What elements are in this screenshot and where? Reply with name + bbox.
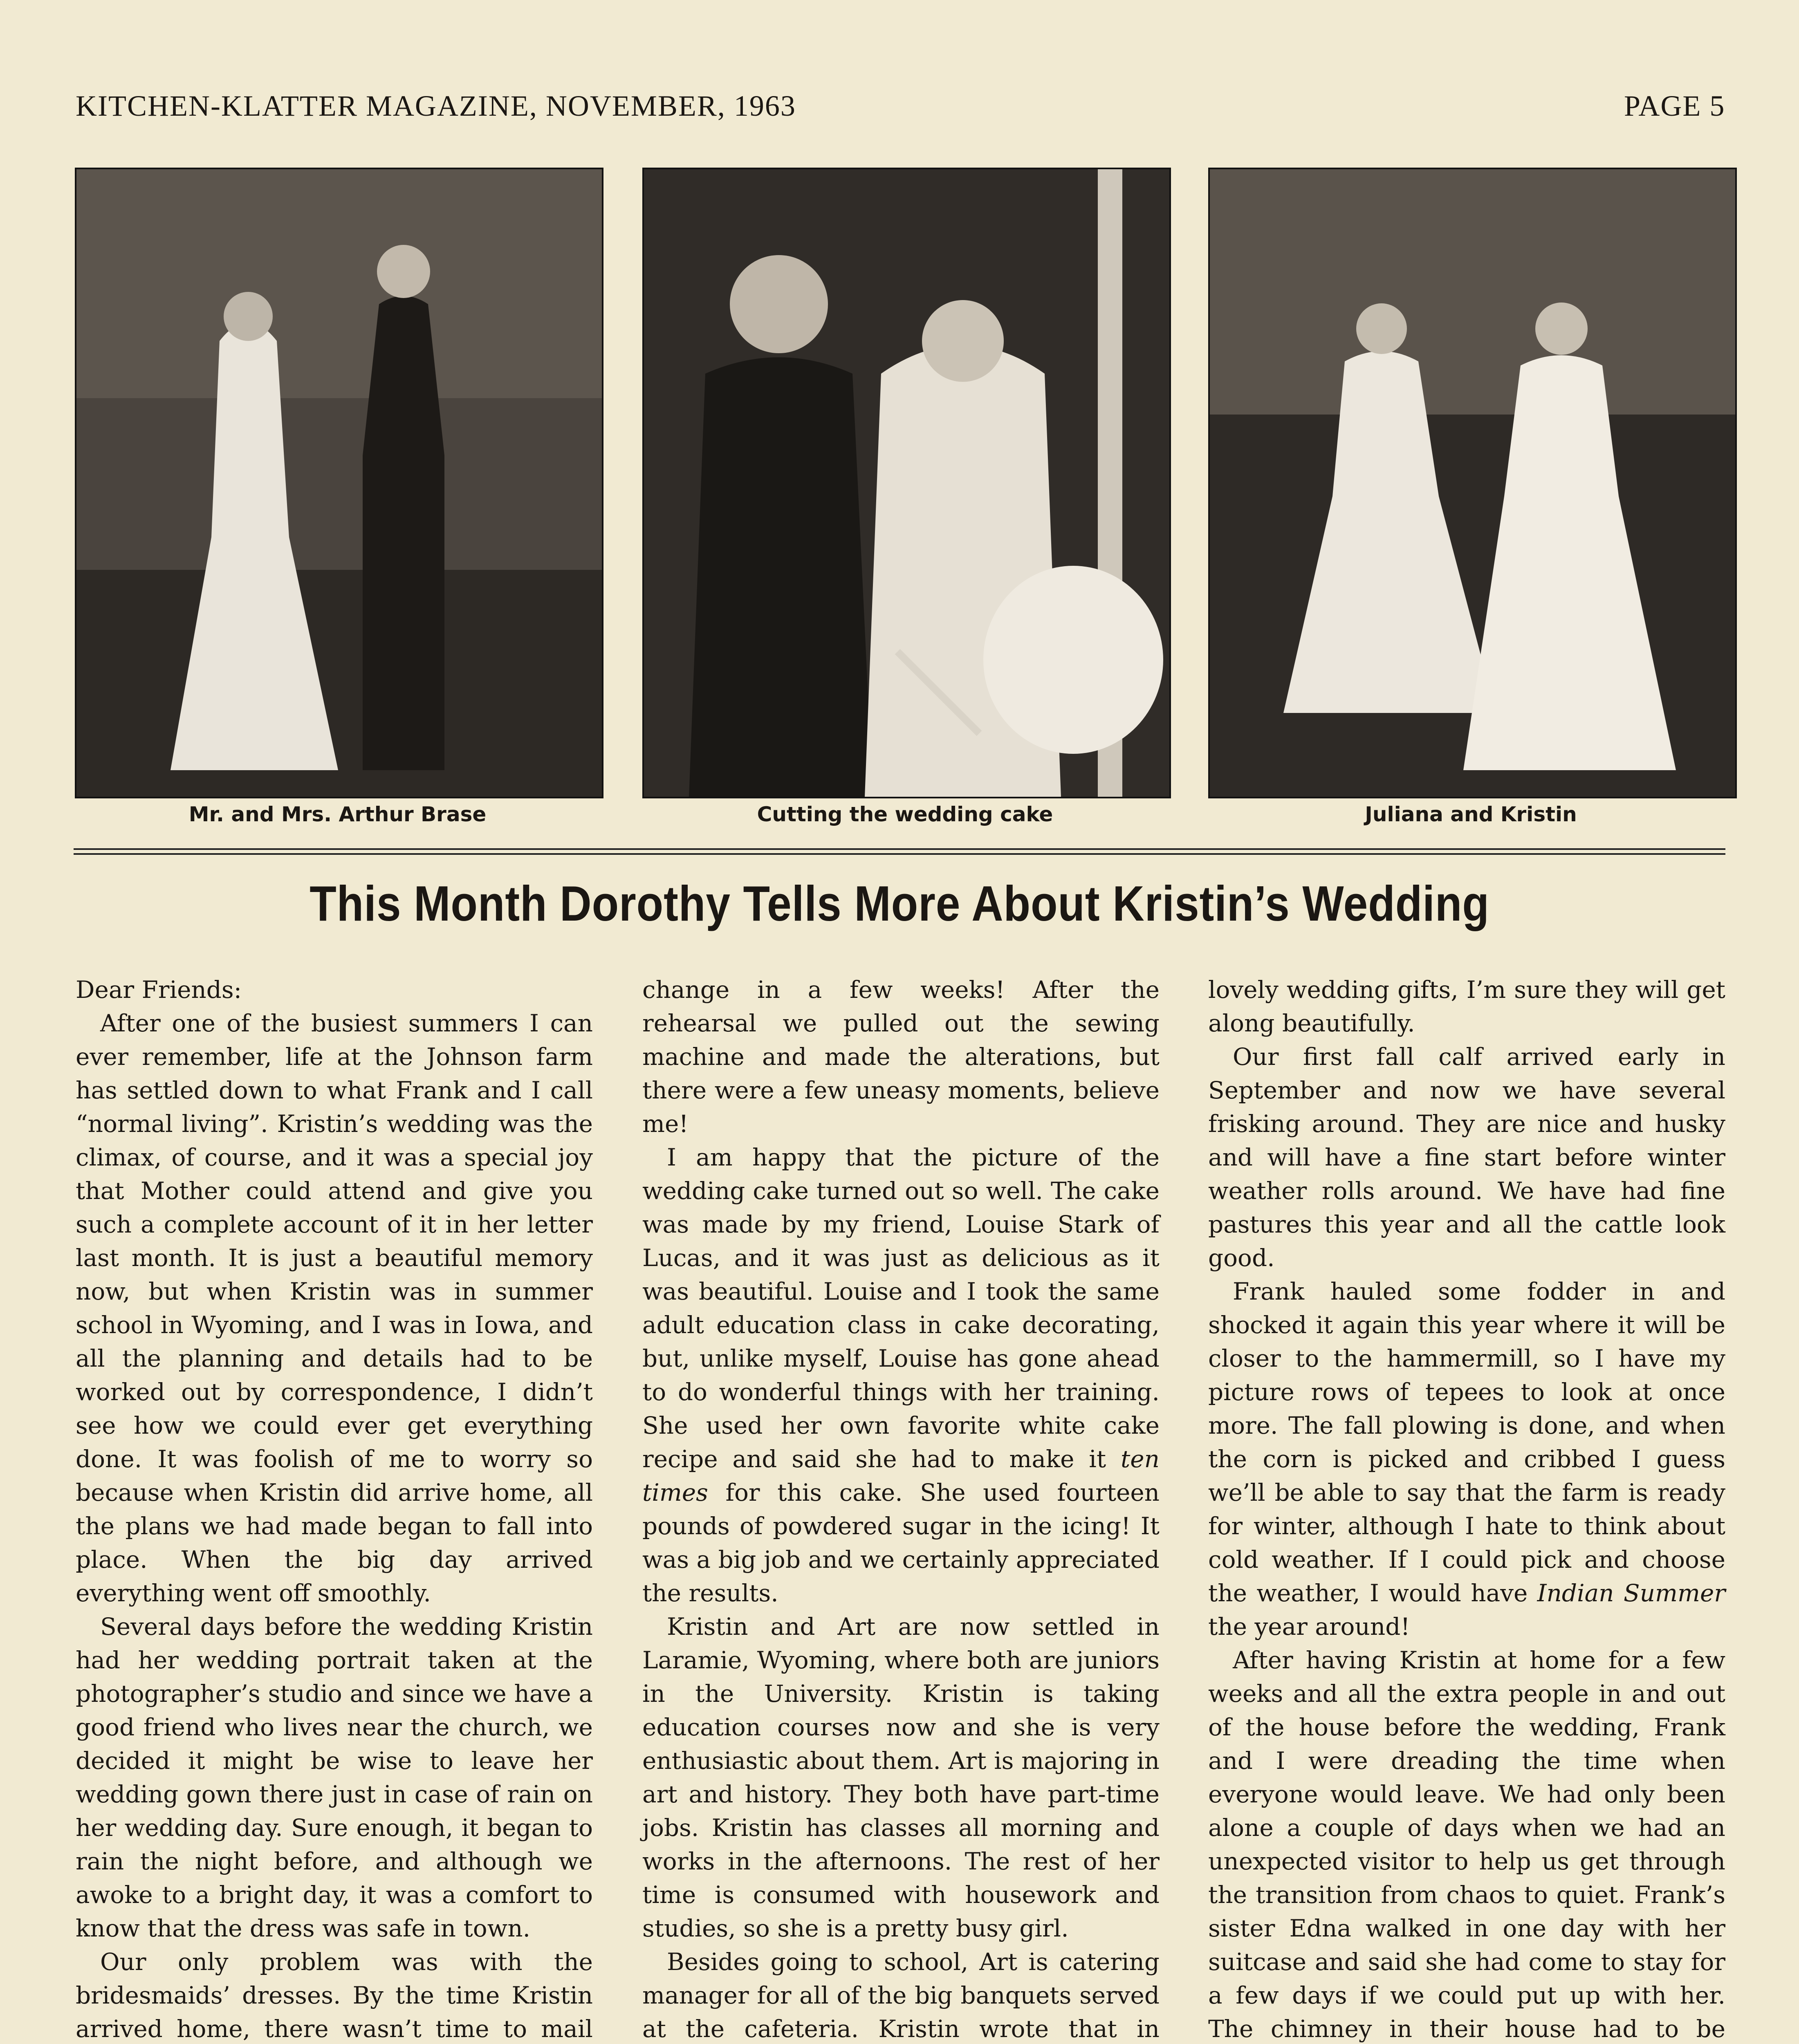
page-number: PAGE 5 bbox=[1624, 90, 1725, 122]
paragraph: I am happy that the picture of the wedding cake turned out so well. The cake was made by my friend, Louise Stark of Lucas, and it was just as delicious as it was beautiful. Louise and I took the same adult education class in cake decorating, but, unlike myself, Louise has gone ahead to do wonderful things with her training. She used her own favorite white cake recipe and said she had to make it ten times for this cake. She used fourteen pounds of powdered sugar in the icing! It was a big job and we certainly appreciated the results. bbox=[642, 1143, 1160, 1607]
photo-caption-3: Juliana and Kristin bbox=[1365, 802, 1577, 826]
paragraph: After one of the busiest summers I can ever remember, life at the Johnson farm has settled down to what Frank and I call “normal living”. Kristin’s wedding was the climax, of course, and it was a special joy that Mother could attend and give you such a complete account of it in her letter last month. It is just a beautiful memory now, but when Kristin was in summer school in Wyoming, and I was in Iowa, and all the planning and details had to be worked out by correspondence, I didn’t see how we could ever get everything done. It was foolish of me to worry so because when Kristin did arrive home, all the plans we had made began to fall into place. When the big day arrived everything went off smoothly. bbox=[76, 1009, 593, 1607]
paragraph: Our first fall calf arrived early in September and now we have several frisking around. They are nice and husky and will have a fine start before winter weather rolls around. We have had fine pastures this year and all the cattle look good. bbox=[1208, 1043, 1725, 1272]
divider-top bbox=[74, 848, 1725, 850]
article-column-3 bbox=[1208, 973, 1725, 2044]
paragraph: Our only problem was with the bridesmaids’ dresses. By the time Kristin arrived home, there wasn’t time to mail bbox=[76, 1948, 593, 2043]
divider-bottom bbox=[74, 853, 1725, 855]
photo-cake-cutting bbox=[642, 168, 1171, 798]
photo-juliana-kristin bbox=[1208, 168, 1737, 798]
paragraph: lovely wedding gifts, I’m sure they will get along beautifully. bbox=[1208, 976, 1725, 1037]
salutation: Dear Friends: bbox=[76, 976, 242, 1004]
article-title: This Month Dorothy Tells More About Kristin’s Wedding bbox=[310, 876, 1489, 931]
paragraph: Besides going to school, Art is catering manager for all of the big banquets served at the cafeteria. Kristin wrote that in bbox=[642, 1948, 1160, 2043]
photo-caption-2: Cutting the wedding cake bbox=[757, 802, 1053, 826]
paragraph: Kristin and Art are now settled in Laramie, Wyoming, where both are juniors in the University. Kristin is taking education courses now and she is very enthusiastic about them. Art is majoring in art and history. They both have part-time jobs. Kristin has classes all morning and works in the afternoons. The rest of her time is consumed with housework and studies, so she is a pretty busy girl. bbox=[642, 1613, 1160, 1942]
paragraph: change in a few weeks! After the rehearsal we pulled out the sewing machine and made the alterations, but there were a few uneasy moments, believe me! bbox=[642, 976, 1160, 1138]
article-column-2 bbox=[642, 973, 1160, 2044]
magazine-header: KITCHEN-KLATTER MAGAZINE, NOVEMBER, 1963 bbox=[76, 90, 796, 122]
photo-juliana-kristin-image bbox=[1210, 169, 1735, 797]
paragraph: Several days before the wedding Kristin had her wedding portrait taken at the photographer’s studio and since we have a good friend who lives near the church, we decided it might be wise to leave her wedding gown there just in case of rain on her wedding day. Sure enough, it began to rain the night before, and although we awoke to a bright day, it was a comfort to know that the dress was safe in town. bbox=[76, 1613, 593, 1942]
photo-caption-1: Mr. and Mrs. Arthur Brase bbox=[188, 802, 487, 826]
photo-bride-groom-image bbox=[76, 169, 602, 797]
paragraph: After having Kristin at home for a few weeks and all the extra people in and out of the house before the wedding, Frank and I were dreading the time when everyone would leave. We had only been alone a couple of days when we had an unexpected visitor to help us get through the transition from chaos to quiet. Frank’s sister Edna walked in one day with her suitcase and said she had come to stay for a few days if we could put up with her. The chimney in their house had to be bbox=[1208, 1646, 1725, 2043]
article-column-1 bbox=[76, 973, 593, 2044]
photo-cake-cutting-image bbox=[644, 169, 1169, 797]
photo-bride-groom bbox=[75, 168, 603, 798]
paragraph: Frank hauled some fodder in and shocked it again this year where it will be closer to the hammermill, so I have my picture rows of tepees to look at once more. The fall plowing is done, and when the corn is picked and cribbed I guess we’ll be able to say that the farm is ready for winter, although I hate to think about cold weather. If I could pick and choose the weather, I would have Indian Summer the year around! bbox=[1208, 1278, 1726, 1641]
